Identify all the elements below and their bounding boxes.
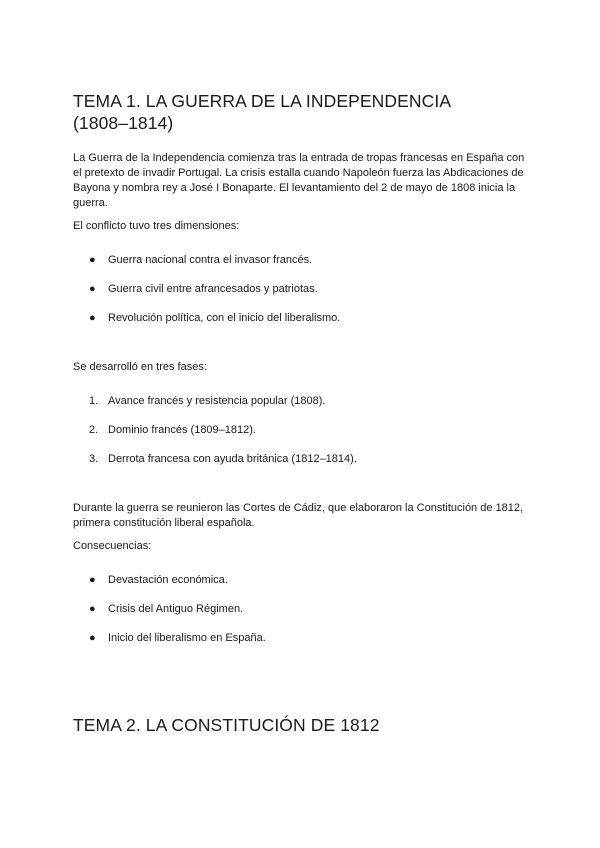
phases-intro: Se desarrolló en tres fases: — [73, 361, 207, 373]
bullet-icon: ● — [89, 574, 96, 586]
dimensions-intro: El conflicto tuvo tres dimensiones: — [73, 220, 240, 232]
list-item-text: Derrota francesa con ayuda británica (1812–1814). — [108, 453, 357, 465]
dimensions-list — [73, 253, 533, 326]
tema1-intro-paragraph — [73, 151, 533, 211]
bullet-icon: ● — [89, 603, 96, 615]
intro-line: el pretexto de invadir Portugal. La crisis estalla cuando Napoleón fuerza las Abdicaciones de — [73, 167, 524, 179]
list-item — [73, 311, 533, 326]
bullet-icon: ● — [89, 283, 96, 295]
list-number: 3. — [89, 453, 99, 465]
list-item-text: Revolución política, con el inicio del liberalismo. — [108, 312, 341, 324]
tema1-title — [73, 90, 533, 134]
cortes-line: Durante la guerra se reunieron las Cortes de Cádiz, que elaboraron la Constitución de 1812, — [73, 502, 524, 514]
list-item-text: Guerra nacional contra el invasor francés. — [108, 254, 313, 266]
list-item — [73, 452, 533, 467]
list-item — [73, 631, 533, 646]
document-page — [73, 90, 533, 736]
list-item — [73, 394, 533, 409]
list-item-text: Crisis del Antiguo Régimen. — [108, 603, 244, 615]
list-item-text: Dominio francés (1809–1812). — [108, 424, 256, 436]
list-item — [73, 423, 533, 438]
list-item — [73, 282, 533, 297]
list-number: 1. — [89, 395, 99, 407]
intro-line: guerra. — [73, 197, 108, 209]
list-item-text: Guerra civil entre afrancesados y patriotas. — [108, 283, 318, 295]
tema2-title: TEMA 2. LA CONSTITUCIÓN DE 1812 — [73, 715, 380, 735]
consequences-intro: Consecuencias: — [73, 540, 152, 552]
bullet-icon: ● — [89, 312, 96, 324]
intro-line: La Guerra de la Independencia comienza tras la entrada de tropas francesas en España con — [73, 152, 525, 164]
bullet-icon: ● — [89, 254, 96, 266]
list-item — [73, 602, 533, 617]
cortes-line: primera constitución liberal española. — [73, 517, 255, 529]
list-item — [73, 253, 533, 268]
phases-list — [73, 394, 533, 467]
list-item-text: Inicio del liberalismo en España. — [108, 632, 266, 644]
consequences-list — [73, 573, 533, 646]
list-item-text: Devastación económica. — [108, 574, 228, 586]
bullet-icon: ● — [89, 632, 96, 644]
tema1-title-line1: TEMA 1. LA GUERRA DE LA INDEPENDENCIA — [73, 91, 452, 111]
list-item-text: Avance francés y resistencia popular (1808). — [108, 395, 326, 407]
tema1-title-line2: (1808–1814) — [73, 113, 174, 133]
cortes-paragraph — [73, 501, 533, 531]
intro-line: Bayona y nombra rey a José I Bonaparte. El levantamiento del 2 de mayo de 1808 inicia la — [73, 182, 516, 194]
list-number: 2. — [89, 424, 99, 436]
list-item — [73, 573, 533, 588]
